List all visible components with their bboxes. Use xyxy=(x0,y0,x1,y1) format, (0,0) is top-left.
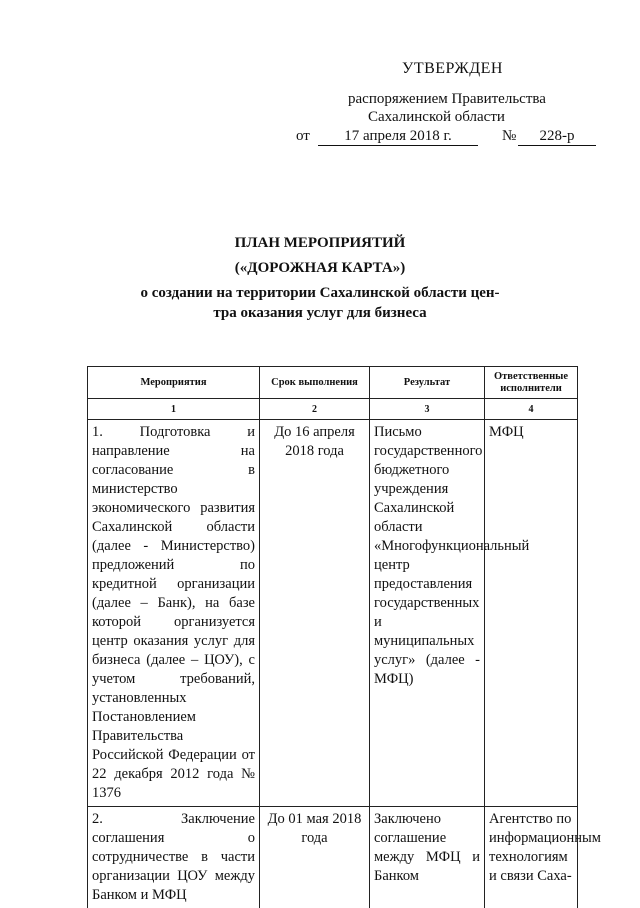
plan-title-line-4: тра оказания услуг для бизнеса xyxy=(0,302,640,324)
event-cell: 2. Заключение соглашения о сотрудничестве в части организации ЦОУ между Банком и МФЦ xyxy=(88,807,260,908)
plan-title-line-3: о создании на территории Сахалинской области цен- xyxy=(0,282,640,304)
result-cell: Письмо государственного бюджетного учреждения Сахалинской области «Многофункциональный центр предоставления государственных и муниципальных услуг» (далее - МФЦ) xyxy=(370,420,485,807)
plan-title-line-2: («ДОРОЖНАЯ КАРТА») xyxy=(0,257,640,279)
column-number: 3 xyxy=(370,399,485,420)
from-label: от xyxy=(296,128,310,145)
term-cell: До 16 апреля 2018 года xyxy=(260,420,370,807)
approval-date-row xyxy=(296,128,616,148)
table-row xyxy=(88,807,578,908)
approval-title: УТВЕРЖДЕН xyxy=(402,60,503,78)
responsible-cell: Агентство по информационным технологиям и связи Саха- xyxy=(485,807,578,908)
plan-title-line-1: ПЛАН МЕРОПРИЯТИЙ xyxy=(0,232,640,254)
column-number: 1 xyxy=(88,399,260,420)
header-term: Срок выполнения xyxy=(260,367,370,399)
header-row xyxy=(88,367,578,399)
header-responsible: Ответственные исполнители xyxy=(485,367,578,399)
approval-line-2: Сахалинской области xyxy=(368,109,505,126)
column-number: 2 xyxy=(260,399,370,420)
event-cell: 1. Подготовка и направление на согласование в министерство экономического развития Сахалинской области (далее - Министерство) предложений по кредитной организации (далее – Банк), на базе которой организуется центр оказания услуг для бизнеса (далее – ЦОУ), с учетом требований, установленных Постановлением Правительства Российской Федерации от 22 декабря 2012 года № 1376 xyxy=(88,420,260,807)
header-result: Результат xyxy=(370,367,485,399)
responsible-cell: МФЦ xyxy=(485,420,578,807)
number-sign: № xyxy=(502,128,516,145)
term-cell: До 01 мая 2018 года xyxy=(260,807,370,908)
approval-date: 17 апреля 2018 г. xyxy=(318,128,478,146)
table-row xyxy=(88,420,578,807)
approval-number: 228-р xyxy=(518,128,596,146)
column-number-row xyxy=(88,399,578,420)
column-number: 4 xyxy=(485,399,578,420)
approval-line-1: распоряжением Правительства xyxy=(348,91,546,108)
result-cell: Заключено соглашение между МФЦ и Банком xyxy=(370,807,485,908)
header-events: Мероприятия xyxy=(88,367,260,399)
plan-table xyxy=(87,366,578,908)
